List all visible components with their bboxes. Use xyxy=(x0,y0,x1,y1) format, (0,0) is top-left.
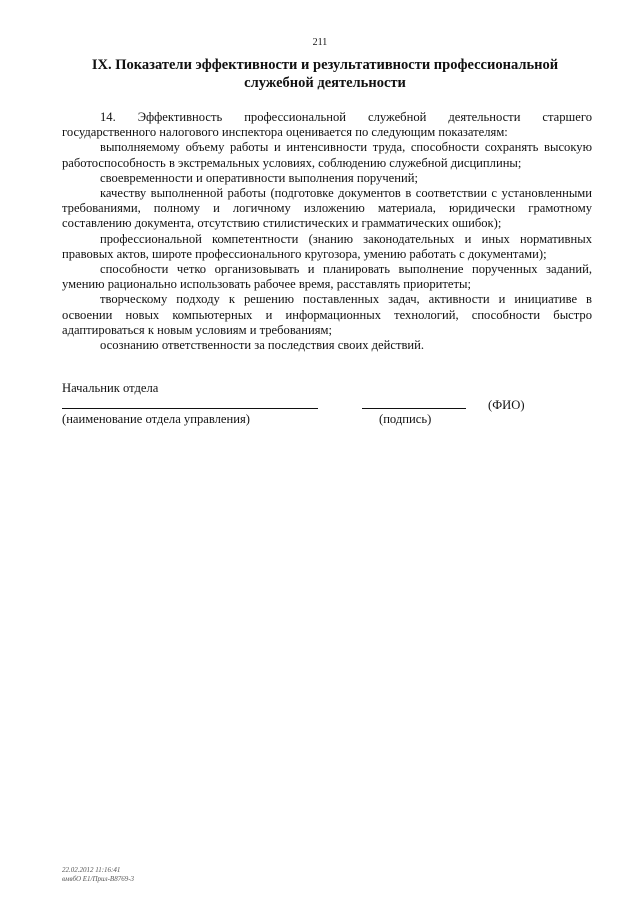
section-title-line-1: IX. Показатели эффективности и результативности профессиональной xyxy=(91,57,559,73)
paragraph-competence: профессиональной компетентности (знанию законодательных и иных нормативных правовых актов, широте профессионального кругозора, умению работать с документами); xyxy=(62,231,592,261)
paragraph-responsibility: осознанию ответственности за последствия своих действий. xyxy=(100,338,425,353)
signature-line xyxy=(362,408,466,409)
footer-document-id: вмвбО Е1/Прил-В8769-3 xyxy=(62,875,135,883)
signature-block xyxy=(62,378,592,438)
section-title-line-2: служебной деятельности xyxy=(244,75,406,91)
paragraph-quality: качеству выполненной работы (подготовке документов в соответствии с установленными требованиями, полному и логичному изложению материала, юридически грамотному составлению документа, отсутствию стилистических и грамматических ошибок); xyxy=(62,186,592,231)
signature-caption: (подпись) xyxy=(379,412,432,426)
body-text xyxy=(62,110,592,353)
signature-position: Начальник отдела xyxy=(62,381,159,395)
department-caption: (наименование отдела управления) xyxy=(62,412,250,426)
paragraph-organization: способности четко организовывать и планировать выполнение порученных заданий, умению рационально использовать рабочее время, расставлять приоритеты; xyxy=(62,262,592,292)
footer-timestamp: 22.02.2012 11:16:41 xyxy=(62,866,121,874)
paragraph-intro: 14. Эффективность профессиональной служебной деятельности старшего государственного налогового инспектора оценивается по следующим показателям: xyxy=(62,110,592,140)
paragraph-creativity: творческому подходу к решению поставленных задач, активности и инициативе в освоении новых компьютерных и информационных технологий, способности быстро адаптироваться к новым условиям и требованиям; xyxy=(62,292,592,337)
department-signature-line xyxy=(62,408,318,409)
footer-stamp xyxy=(62,866,134,884)
paragraph-workload: выполняемому объему работы и интенсивности труда, способности сохранять высокую работоспособность в экстремальных условиях, соблюдению служебной дисциплины; xyxy=(62,140,592,170)
fio-label: (ФИО) xyxy=(488,398,525,412)
paragraph-timeliness: своевременности и оперативности выполнения поручений; xyxy=(100,170,418,185)
section-title xyxy=(80,56,570,92)
page-number: 211 xyxy=(312,37,328,48)
